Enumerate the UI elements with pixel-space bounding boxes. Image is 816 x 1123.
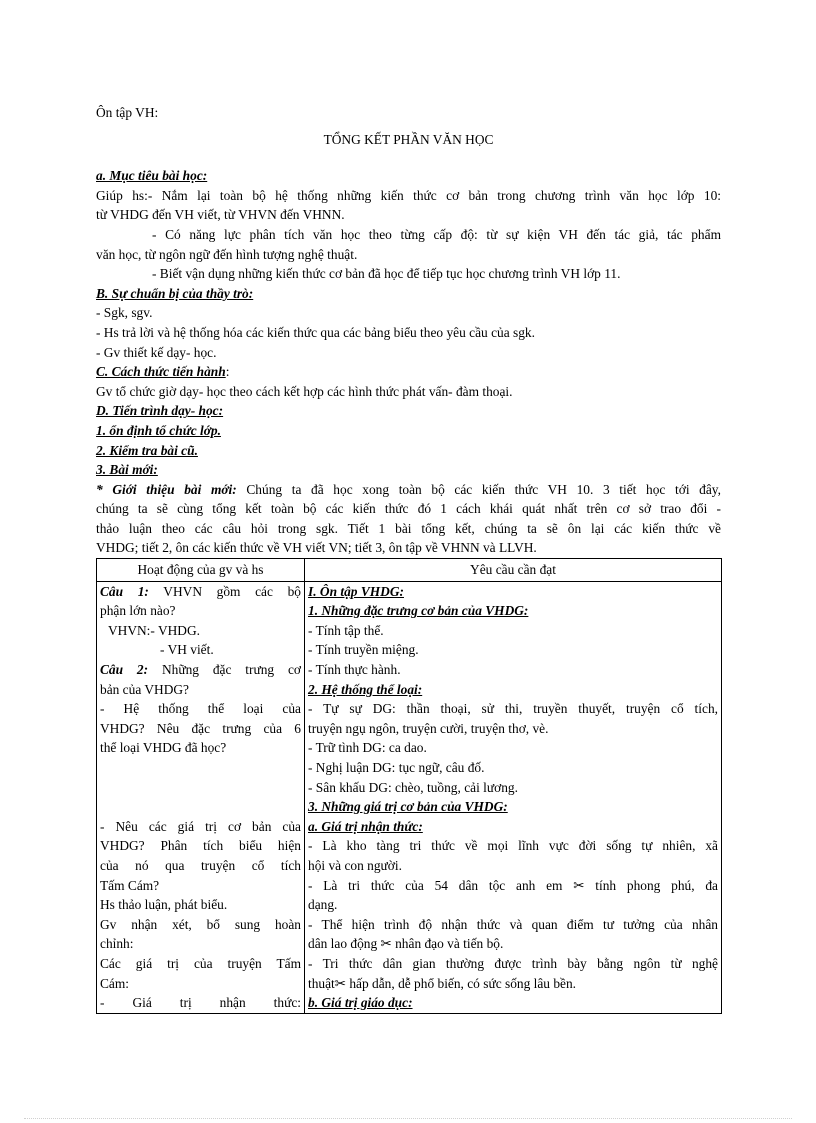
section-c-heading: C. Cách thức tiến hành bbox=[96, 364, 226, 380]
section-b-heading: B. Sự chuẩn bị của thầy trò: bbox=[96, 285, 254, 301]
value-line: dạng. bbox=[308, 897, 338, 913]
gv-line: Gv nhận xét, bổ sung hoàn bbox=[100, 916, 301, 932]
intro-line: thảo luận theo các câu hỏi trong sgk. Tiết 1 bài tổng kết, chúng ta sẽ ôn lại các kiến thức về bbox=[96, 520, 721, 536]
value-line: - Tri thức dân gian thường được trình bày bằng ngôn từ nghệ bbox=[308, 955, 718, 971]
q2-label: Câu 2: bbox=[100, 662, 149, 678]
document-page bbox=[96, 0, 721, 1014]
activities-cell bbox=[97, 581, 305, 1013]
gv-line: chỉnh: bbox=[100, 936, 134, 952]
q4-line: VHDG? Phân tích biểu hiện bbox=[100, 838, 301, 854]
q1-line: - VH viết. bbox=[160, 642, 214, 658]
genre-line: - Trữ tình DG: ca dao. bbox=[308, 740, 427, 756]
q4-line: của nó qua truyện cổ tích bbox=[100, 857, 301, 873]
section-d1: 1. ổn định tổ chức lớp. bbox=[96, 422, 221, 438]
section-b-line: - Gv thiết kế dạy- học. bbox=[96, 344, 217, 360]
q2-text: Những đặc trưng cơ bbox=[148, 662, 301, 678]
genre-line: - Sân khấu DG: chèo, tuồng, cải lương. bbox=[308, 779, 518, 795]
subsection-2-heading: 2. Hệ thống thể loại: bbox=[308, 681, 423, 697]
section-c-line: Gv tổ chức giờ dạy- học theo cách kết hợp các hình thức phát vấn- đàm thoại. bbox=[96, 383, 513, 399]
value-text: dân lao động bbox=[308, 936, 381, 952]
subsection-1-heading: 1. Những đặc trưng cơ bản của VHDG: bbox=[308, 603, 529, 619]
q1-line: VHVN:- VHDG. bbox=[108, 622, 200, 638]
col-header-requirements: Yêu cầu cần đạt bbox=[305, 559, 722, 582]
subsection-b-heading: b. Giá trị giáo dục: bbox=[308, 995, 413, 1011]
subsection-3-heading: 3. Những giá trị cơ bản của VHDG: bbox=[308, 799, 508, 815]
page-bottom-rule bbox=[24, 1118, 792, 1119]
intro-line: chúng ta sẽ cùng tổng kết toàn bộ các kiến thức đó 1 cách khái quát nhất trên cơ sở trao đổi - bbox=[96, 501, 721, 517]
value-line: - Thể hiện trình độ nhận thức và quan điểm tư tưởng của nhân bbox=[308, 916, 718, 932]
value-line: hội và con người. bbox=[308, 857, 402, 873]
lesson-table bbox=[96, 558, 722, 1014]
scissors-icon: ✂ bbox=[334, 975, 347, 991]
q4-line: Tấm Cám? bbox=[100, 877, 160, 893]
value-line: Các giá trị của truyện Tấm bbox=[100, 955, 301, 971]
intro-text: Chúng ta đã học xong toàn bộ các kiến thức VH 10. 3 tiết học tới đây, bbox=[246, 481, 721, 497]
scissors-icon: ✂ bbox=[573, 877, 585, 893]
subsection-a-heading: a. Giá trị nhận thức: bbox=[308, 818, 423, 834]
value-line: - Là kho tàng tri thức về mọi lĩnh vực đời sống tự nhiên, xã bbox=[308, 838, 718, 854]
q3-line: thể loại VHDG đã học? bbox=[100, 740, 227, 756]
q1-label: Câu 1: bbox=[100, 583, 149, 599]
scissors-icon: ✂ bbox=[380, 936, 392, 952]
value-line bbox=[308, 876, 718, 896]
genre-line: truyện ngụ ngôn, truyện cười, truyện thơ, vè. bbox=[308, 720, 549, 736]
section-a-heading: a. Mục tiêu bài học: bbox=[96, 168, 208, 184]
section-a-line: - Có năng lực phân tích văn học theo từng cấp độ: từ sự kiện VH đến tác giả, tác phẩm bbox=[152, 226, 721, 242]
question-1 bbox=[100, 582, 301, 602]
value-line: - Giá trị nhận thức: bbox=[100, 995, 301, 1011]
section-a-line: từ VHDG đến VH viết, từ VHVN đến VHNN. bbox=[96, 207, 345, 223]
intro-line: VHDG; tiết 2, ôn các kiến thức về VH viết VN; tiết 3, ôn tập về VHNN và LLVH. bbox=[96, 540, 537, 556]
genre-line: - Tự sự DG: thần thoại, sử thi, truyền thuyết, truyện cổ tích, bbox=[308, 701, 718, 717]
feature-line: - Tính truyền miệng. bbox=[308, 642, 419, 658]
section-d3: 3. Bài mới: bbox=[96, 462, 158, 478]
value-text: thuật bbox=[308, 975, 335, 991]
table-row bbox=[97, 581, 722, 1013]
section-d-heading: D. Tiến trình dạy- học: bbox=[96, 403, 224, 419]
intro-line bbox=[96, 480, 721, 500]
section-d2: 2. Kiểm tra bài cũ. bbox=[96, 442, 198, 458]
section-c-colon: : bbox=[225, 364, 230, 380]
value-line: Cám: bbox=[100, 975, 130, 991]
q2-line: bản của VHDG? bbox=[100, 681, 189, 697]
hs-line: Hs thảo luận, phát biểu. bbox=[100, 897, 228, 913]
q1-text: VHVN gồm các bộ bbox=[148, 583, 301, 599]
page-title: TỔNG KẾT PHẦN VĂN HỌC bbox=[323, 131, 494, 147]
topic-label: Ôn tập VH: bbox=[96, 105, 159, 120]
section-i-heading: I. Ôn tập VHDG: bbox=[308, 583, 404, 599]
section-b-line: - Hs trả lời và hệ thống hóa các kiến thức qua các bảng biểu theo yêu cầu của sgk. bbox=[96, 324, 535, 340]
intro-heading: * Giới thiệu bài mới: bbox=[96, 481, 237, 497]
section-c-heading-row bbox=[96, 362, 721, 382]
q1-line: phận lớn nào? bbox=[100, 603, 176, 619]
section-b-line: - Sgk, sgv. bbox=[96, 305, 153, 321]
feature-line: - Tính thực hành. bbox=[308, 662, 401, 678]
feature-line: - Tính tập thể. bbox=[308, 622, 384, 638]
section-a-line: văn học, từ ngôn ngữ đến hình tượng nghệ thuật. bbox=[96, 246, 358, 262]
value-line bbox=[308, 974, 718, 994]
value-text: - Là tri thức của 54 dân tộc anh em bbox=[308, 877, 574, 893]
value-text: tính phong phú, đa bbox=[584, 877, 718, 893]
q3-line: - Hệ thống thể loại của bbox=[100, 701, 301, 717]
question-2 bbox=[100, 660, 301, 680]
genre-line: - Nghị luận DG: tục ngữ, câu đố. bbox=[308, 760, 485, 775]
col-header-activities: Hoạt động của gv và hs bbox=[97, 559, 305, 582]
value-text: nhân đạo và tiến bộ. bbox=[391, 936, 504, 952]
table-header-row bbox=[97, 559, 722, 582]
q3-line: VHDG? Nêu đặc trưng của 6 bbox=[100, 720, 301, 736]
section-a-line: - Biết vận dụng những kiến thức cơ bản đã học để tiếp tục học chương trình VH lớp 11. bbox=[152, 266, 621, 282]
value-line bbox=[308, 934, 718, 954]
section-a-line: Giúp hs:- Nắm lại toàn bộ hệ thống những kiến thức cơ bản trong chương trình văn học lớp 10: bbox=[96, 187, 721, 203]
q4-line: - Nêu các giá trị cơ bản của bbox=[100, 818, 301, 834]
value-text: hấp dẫn, dễ phổ biến, có sức sống lâu bền. bbox=[346, 975, 577, 991]
requirements-cell bbox=[305, 581, 722, 1013]
